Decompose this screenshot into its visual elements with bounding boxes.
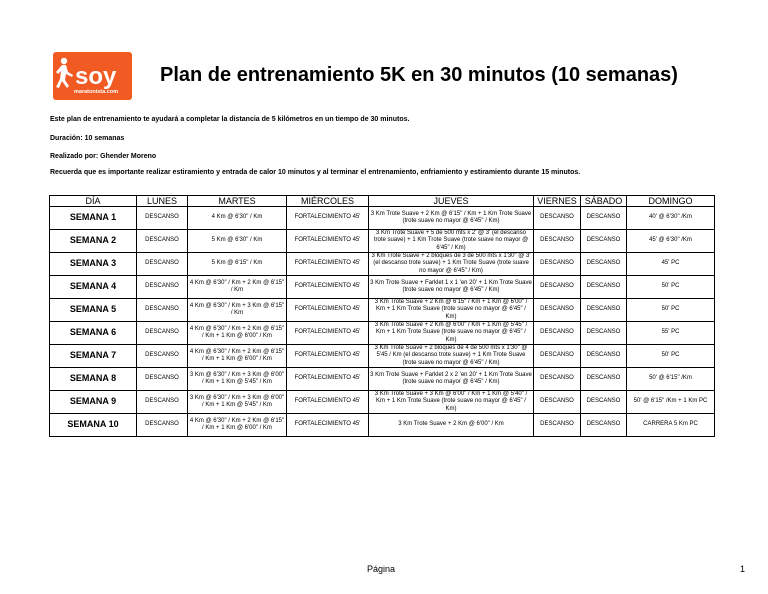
miercoles-cell: FORTALECIMIENTO 45' [287,322,369,345]
martes-cell: 4 Km @ 6'30" / Km + 2 Km @ 6'15" / Km + 1 Km @ 6'00" / Km [188,414,287,437]
lunes-cell: DESCANSO [137,207,188,230]
viernes-cell: DESCANSO [534,322,581,345]
miercoles-cell: FORTALECIMIENTO 45' [287,368,369,391]
domingo-cell: 50' PC [627,345,715,368]
svg-text:maratonista.com: maratonista.com [74,89,119,95]
table-row [50,345,715,368]
soy-maratonista-logo [53,52,132,100]
viernes-cell: DESCANSO [534,299,581,322]
lunes-cell: DESCANSO [137,414,188,437]
lunes-cell: DESCANSO [137,322,188,345]
miercoles-cell: FORTALECIMIENTO 45' [287,276,369,299]
lunes-cell: DESCANSO [137,253,188,276]
lunes-cell: DESCANSO [137,276,188,299]
week-label: SEMANA 8 [50,368,137,391]
table-row [50,368,715,391]
miercoles-cell: FORTALECIMIENTO 45' [287,207,369,230]
sabado-cell: DESCANSO [581,414,627,437]
jueves-cell: 3 Km Trote Suave + 2 Km @ 6'00" / Km [369,414,534,437]
viernes-cell: DESCANSO [534,414,581,437]
table-row [50,207,715,230]
viernes-cell: DESCANSO [534,391,581,414]
plan-description: Este plan de entrenamiento te ayudará a completar la distancia de 5 kilómetros en un tiempo de 30 minutos. [50,116,410,123]
jueves-cell: 3 Km Trote Suave + 5 de 500 mts x 2' @ 3' (el descanso trote suave) + 1 Km Trote Suave (trote suave no mayor @ 6'45" / Km) [369,230,534,253]
week-label: SEMANA 5 [50,299,137,322]
footer-page-label: Página [367,564,396,574]
table-row [50,414,715,437]
week-label: SEMANA 9 [50,391,137,414]
viernes-cell: DESCANSO [534,345,581,368]
lunes-cell: DESCANSO [137,345,188,368]
column-header-viernes: VIERNES [534,196,581,207]
domingo-cell: 50' @ 6'15" /Km + 1 Km PC [627,391,715,414]
column-header-martes: MARTES [188,196,287,207]
jueves-cell: 3 Km Trote Suave + Farklet 2 x 2 'en 20' + 1 Km Trote Suave (trote suave no mayor @ 6'45" / Km) [369,368,534,391]
sabado-cell: DESCANSO [581,253,627,276]
miercoles-cell: FORTALECIMIENTO 45' [287,414,369,437]
table-row [50,322,715,345]
footer-page-number: 1 [740,564,746,574]
week-label: SEMANA 2 [50,230,137,253]
runner-logo-icon [53,52,132,100]
jueves-cell: 3 Km Trote Suave + 3 Km @ 6'00" / Km + 1 Km @ 5'40" / Km + 1 Km Trote Suave (trote suave no mayor @ 6'45" / Km) [369,391,534,414]
table-header-row [50,196,715,207]
domingo-cell: 40' @ 6'30" /Km [627,207,715,230]
domingo-cell: 55' PC [627,322,715,345]
sabado-cell: DESCANSO [581,345,627,368]
column-header-domingo: DOMINGO [627,196,715,207]
martes-cell: 4 Km @ 6'30" / Km + 2 Km @ 6'15" / Km + 1 Km @ 6'00" / Km [188,322,287,345]
column-header-lunes: LUNES [137,196,188,207]
sabado-cell: DESCANSO [581,276,627,299]
sabado-cell: DESCANSO [581,230,627,253]
training-plan-table [49,195,715,437]
domingo-cell: 50' @ 6'15" /Km [627,368,715,391]
jueves-cell: 3 Km Trote Suave + 2 Km @ 6'15" / Km + 1 Km @ 6'00" / Km + 1 Km Trote Suave (trote suave no mayor @ 6'45" / Km) [369,299,534,322]
viernes-cell: DESCANSO [534,368,581,391]
martes-cell: 4 Km @ 6'30" / Km + 2 Km @ 6'15" / Km [188,276,287,299]
column-header-miercoles: MIÉRCOLES [287,196,369,207]
svg-text:soy: soy [75,63,117,90]
martes-cell: 4 Km @ 6'30" / Km + 2 Km @ 6'15" / Km + 1 Km @ 6'00" / Km [188,345,287,368]
plan-reminder: Recuerda que es importante realizar estiramiento y entrada de calor 10 minutos y al terminar el entrenamiento, enfriamiento y estiramiento durante 15 minutos. [50,169,581,176]
column-header-sabado: SÁBADO [581,196,627,207]
martes-cell: 5 Km @ 6'15" / Km [188,253,287,276]
miercoles-cell: FORTALECIMIENTO 45' [287,253,369,276]
sabado-cell: DESCANSO [581,391,627,414]
table-row [50,230,715,253]
sabado-cell: DESCANSO [581,207,627,230]
week-label: SEMANA 6 [50,322,137,345]
column-header-jueves: JUEVES [369,196,534,207]
lunes-cell: DESCANSO [137,299,188,322]
table-row [50,276,715,299]
domingo-cell: 45' PC [627,253,715,276]
week-label: SEMANA 7 [50,345,137,368]
week-label: SEMANA 10 [50,414,137,437]
lunes-cell: DESCANSO [137,230,188,253]
domingo-cell: CARRERA 5 Km PC [627,414,715,437]
jueves-cell: 3 Km Trote Suave + 2 bloques de 3 de 500 mts x 1'30" @ 3' (el descanso trote suave) + 1 Km Trote Suave (trote suave no mayor @ 6'45" / Km) [369,253,534,276]
miercoles-cell: FORTALECIMIENTO 45' [287,230,369,253]
domingo-cell: 50' PC [627,299,715,322]
page-title: Plan de entrenamiento 5K en 30 minutos (10 semanas) [160,64,678,86]
plan-author: Realizado por: Ghender Moreno [50,153,157,160]
miercoles-cell: FORTALECIMIENTO 45' [287,345,369,368]
miercoles-cell: FORTALECIMIENTO 45' [287,299,369,322]
domingo-cell: 45' @ 6'30" /Km [627,230,715,253]
week-label: SEMANA 3 [50,253,137,276]
martes-cell: 5 Km @ 6'30" / Km [188,230,287,253]
miercoles-cell: FORTALECIMIENTO 45' [287,391,369,414]
table-row [50,299,715,322]
viernes-cell: DESCANSO [534,207,581,230]
sabado-cell: DESCANSO [581,299,627,322]
martes-cell: 3 Km @ 6'30" / Km + 3 Km @ 6'00" / Km + 1 Km @ 5'45" / Km [188,368,287,391]
viernes-cell: DESCANSO [534,253,581,276]
lunes-cell: DESCANSO [137,368,188,391]
viernes-cell: DESCANSO [534,230,581,253]
column-header-dia: DÍA [50,196,137,207]
jueves-cell: 3 Km Trote Suave + 2 Km @ 6'15" / Km + 1 Km Trote Suave (trote suave no mayor @ 6'45" / Km) [369,207,534,230]
table-row [50,391,715,414]
domingo-cell: 50' PC [627,276,715,299]
viernes-cell: DESCANSO [534,276,581,299]
martes-cell: 4 Km @ 6'30" / Km + 3 Km @ 6'15" / Km [188,299,287,322]
sabado-cell: DESCANSO [581,322,627,345]
table-row [50,253,715,276]
sabado-cell: DESCANSO [581,368,627,391]
week-label: SEMANA 1 [50,207,137,230]
jueves-cell: 3 Km Trote Suave + Farklet 1 x 1 'en 20' + 1 Km Trote Suave (trote suave no mayor @ 6'45" / Km) [369,276,534,299]
plan-duration: Duración: 10 semanas [50,135,125,142]
martes-cell: 4 Km @ 6'30" / Km [188,207,287,230]
week-label: SEMANA 4 [50,276,137,299]
jueves-cell: 3 Km Trote Suave + 2 bloques de 4 de 500 mts x 1'30" @ 5'45 / Km (el descanso trote suave) + 1 Km Trote Suave (trote suave no mayor @ 6'45" / Km) [369,345,534,368]
lunes-cell: DESCANSO [137,391,188,414]
jueves-cell: 3 Km Trote Suave + 2 Km @ 6'00" / Km + 1 Km @ 5'45" / Km + 1 Km Trote Suave (trote suave no mayor @ 6'45" / Km) [369,322,534,345]
martes-cell: 3 Km @ 6'30" / Km + 3 Km @ 6'00" / Km + 1 Km @ 5'45" / Km [188,391,287,414]
